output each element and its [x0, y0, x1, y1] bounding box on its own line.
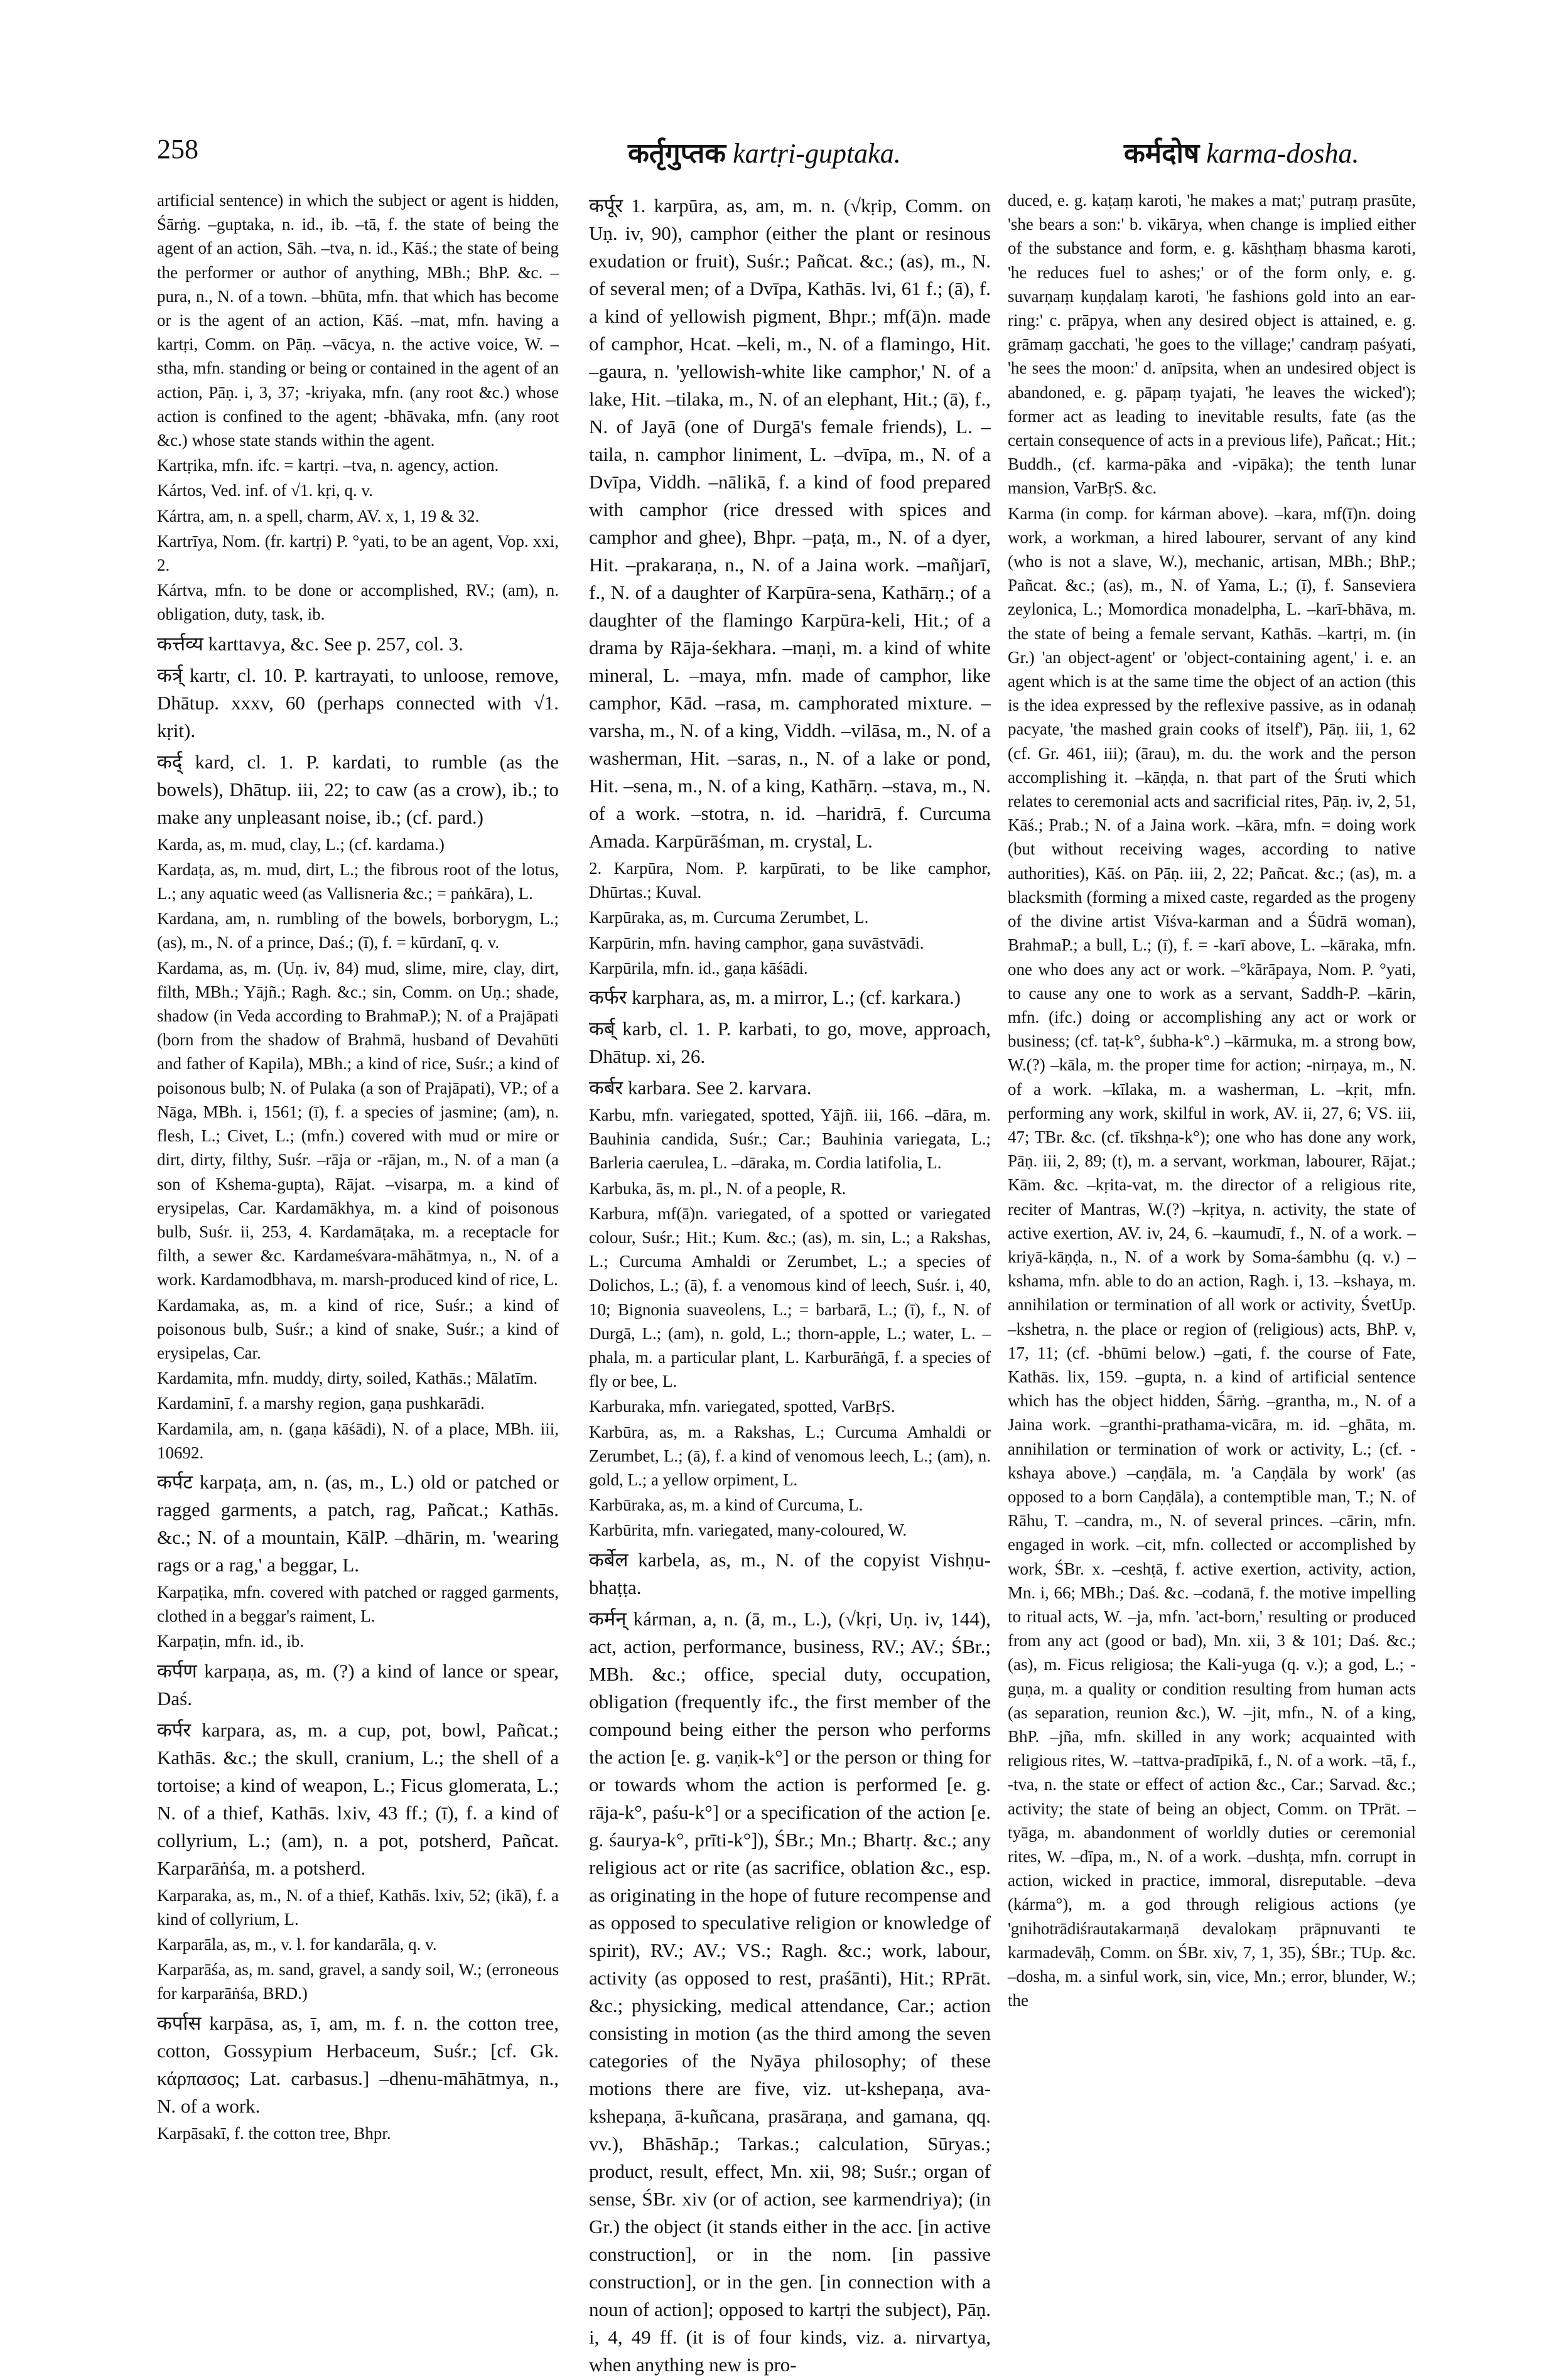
dictionary-entry: duced, e. g. kaṭaṃ karoti, 'he makes a mat;' putraṃ prasūte, 'she bears a son:' b. vikārya, when change is implied either of the substance and form, e. g. kāshṭhaṃ bhasma karoti, 'he reduces fuel to ashes;' or of the form only, e. g. suvarṇaṃ kuṇḍalaṃ karoti, 'he fashions gold into an ear-ring:' c. prāpya, when any desired object is attained, e. g. grāmaṃ gacchati, 'he goes to the village;' candraṃ paśyati, 'he sees the moon:' d. anīpsita, when an undesired object is abandoned, e. g. pāpaṃ tyajati, 'he leaves the wicked'); former act as leading to inevitable results, fate (as the certain consequence of acts in a previous life), Pañcat.; Hit.; Buddh., (cf. karma-pāka and -vipāka); the tenth lunar mansion, VarBṛS. &c. [1008, 191, 1416, 498]
header-right-devanagari: कर्मदोष [1124, 138, 1200, 169]
dictionary-entry: Kardamila, am, n. (gaṇa kāśādi), N. of a place, MBh. iii, 10692. [157, 1419, 559, 1462]
dictionary-entry: Karpaṭin, mfn. id., ib. [157, 1632, 304, 1651]
dictionary-entry: Karbu, mfn. variegated, spotted, Yājñ. iii, 166. –dāra, m. Bauhinia candida, Suśr.; Car.; Bauhinia variegata, L.; Barleria caerulea, L. –dāraka, m. Cordia latifolia, L. [589, 1106, 991, 1173]
page-header [157, 133, 1397, 171]
dictionary-entry: Kartrīya, Nom. (fr. kartṛi) P. °yati, to be an agent, Vop. xxi, 2. [157, 531, 559, 575]
header-left [628, 133, 901, 171]
header-left-roman: kartṛi-guptaka. [733, 138, 901, 169]
dictionary-entry: Kártva, mfn. to be done or accomplished, RV.; (am), n. obligation, duty, task, ib. [157, 581, 559, 624]
column-1 [157, 188, 559, 2146]
dictionary-entry: Karbuka, ās, m. pl., N. of a people, R. [589, 1178, 846, 1198]
dictionary-entry: कर्ब् karb, cl. 1. P. karbati, to go, move, approach, Dhātup. xi, 26. [589, 1018, 991, 1068]
dictionary-entry: कर्त्तव्य karttavya, &c. See p. 257, col. 3. [157, 632, 463, 655]
dictionary-entry: कर्मन् kárman, a, n. (ā, m., L.), (√kṛi, Uṇ. iv, 144), act, action, performance, business, RV.; AV.; ŚBr.; MBh. &c.; office, special duty, occupation, obligation (frequently ifc., the first member of the compound being either the person who performs the action [e. g. vaṇik-k°] or the person or thing for or towards whom the action is performed [e. g. rāja-k°, paśu-k°] or a specification of the action [e. g. śaurya-k°, prīti-k°]), ŚBr.; Mn.; Bhartṛ. &c.; any religious act or rite (as sacrifice, oblation &c., esp. as originating in the hope of future recompense and as opposed to speculative religion or knowledge of spirit), RV.; AV.; VS.; Ragh. &c.; work, labour, activity (as opposed to rest, praśānti), Hit.; RPrāt. &c.; physicking, medical attendance, Car.; action consisting in motion (as the third among the seven categories of the Nyāya philosophy; of these motions there are five, viz. ut-kshepaṇa, ava-kshepaṇa, ā-kuñcana, prasāraṇa, and gamana, qq. vv.), Bhāshāp.; Tarkas.; calculation, Sūryas.; product, result, effect, Mn. xii, 98; Suśr.; organ of sense, ŚBr. xiv (or of action, see karmendriya); (in Gr.) the object (it stands either in the acc. [in active construction], or in the nom. [in passive construction], or in the gen. [in connection with a noun of action]; opposed to kartṛi the subject), Pāṇ. i, 4, 49 ff. (it is of four kinds, viz. a. nirvartya, when anything new is pro- [589, 1607, 991, 2376]
dictionary-entry: Karda, as, m. mud, clay, L.; (cf. kardama.) [157, 834, 445, 854]
dictionary-entry: Kartṛika, mfn. ifc. = kartṛi. –tva, n. agency, action. [157, 456, 499, 475]
dictionary-entry: Karburaka, mfn. variegated, spotted, VarBṛS. [589, 1397, 895, 1416]
dictionary-entry: कर्फर karphara, as, m. a mirror, L.; (cf. karkara.) [589, 986, 961, 1009]
dictionary-entry: कर्पट karpaṭa, am, n. (as, m., L.) old or patched or ragged garments, a patch, rag, Pañcat.; Kathās. &c.; N. of a mountain, KālP. –dhārin, m. 'wearing rags or a rag,' a beggar, L. [157, 1470, 559, 1576]
dictionary-entry: Karpaṭika, mfn. covered with patched or ragged garments, clothed in a beggar's raiment, L. [157, 1582, 559, 1626]
dictionary-entry: कर्पास karpāsa, as, ī, am, m. f. n. the cotton tree, cotton, Gossypium Herbaceum, Suśr.; [cf. Gk. κάρπασος; Lat. carbasus.] –dhenu-māhātmya, n., N. of a work. [157, 2011, 559, 2117]
column-3 [1008, 188, 1416, 2013]
dictionary-entry: Karbūra, as, m. a Rakshas, L.; Curcuma Amhaldi or Zerumbet, L.; (ā), f. a kind of venomous leech, L.; (am), n. gold, L.; a yellow orpiment, L. [589, 1422, 991, 1490]
dictionary-entry: कर्बेल karbela, as, m., N. of the copyist Vishṇu-bhaṭṭa. [589, 1548, 991, 1598]
dictionary-entry: artificial sentence) in which the subject or agent is hidden, Śārṅg. –guptaka, n. id., ib. –tā, f. the state of being the agent of an action, Sāh. –tva, n. id., Kāś.; the state of being the performer or author of anything, MBh.; BhP. &c. –pura, n., N. of a town. –bhūta, mfn. that which has become or is the agent of an action, Kāś. –mat, mfn. having a kartṛi, Comm. on Pāṇ. –vācya, n. the active voice, W. –stha, mfn. standing or being or contained in the agent of an action, Pāṇ. i, 3, 37; -kriyaka, mfn. (any root &c.) whose action is confined to the agent; -bhāvaka, mfn. (any root &c.) whose state stands within the agent. [157, 191, 559, 450]
header-right [1124, 133, 1359, 171]
dictionary-entry: कर्पर karpara, as, m. a cup, pot, bowl, Pañcat.; Kathās. &c.; the skull, cranium, L.; the shell of a tortoise; a kind of weapon, L.; Ficus glomerata, L.; N. of a thief, Kathās. lxiv, 43 ff.; (ī), f. a kind of collyrium, L.; (am), n. a pot, potsherd, Pañcat. Karparāṅśa, m. a potsherd. [157, 1718, 559, 1879]
dictionary-entry: कर्पण karpaṇa, as, m. (?) a kind of lance or spear, Daś. [157, 1659, 559, 1710]
column-2 [589, 188, 991, 2380]
dictionary-entry: Kardama, as, m. (Uṇ. iv, 84) mud, slime, mire, clay, dirt, filth, MBh.; Yājñ.; Ragh. &c.; sin, Comm. on Uṇ.; shade, shadow (in Veda according to BrahmaP.); N. of a Prajāpati (born from the shadow of Brahmā, husband of Devahūti and father of Kapila), MBh.; a kind of rice, Suśr.; a kind of poisonous bulb; N. of Pulaka (a son of Prajāpati), VP.; of a Nāga, MBh. i, 1561; (ī), f. a species of jasmine; (am), n. flesh, L.; Civet, L.; (mfn.) covered with mud or mire or dirt, dirty, filthy, Suśr. –rāja or -rājan, m., N. of a man (a son of Kshema-gupta), Rājat. –visarpa, m. a kind of erysipelas, Car. Kardamākhya, m. a kind of poisonous bulb, Suśr. ii, 253, 4. Kardamāṭaka, m. a receptacle for filth, a sewer &c. Kardameśvara-māhātmya, n., N. of a work. Kardamodbhava, m. marsh-produced kind of rice, L. [157, 958, 559, 1290]
dictionary-entry: Kardaṭa, as, m. mud, dirt, L.; the fibrous root of the lotus, L.; any aquatic weed (as Vallisneria &c.; = paṅkāra), L. [157, 859, 559, 903]
dictionary-entry: Karparāla, as, m., v. l. for kandarāla, q. v. [157, 1934, 437, 1954]
dictionary-entry: Karbūrita, mfn. variegated, many-coloured, W. [589, 1521, 907, 1540]
dictionary-entry: Karbūraka, as, m. a kind of Curcuma, L. [589, 1495, 863, 1515]
page-number: 258 [157, 134, 198, 164]
dictionary-entry: कर्त्र् kartr, cl. 10. P. kartrayati, to unloose, remove, Dhātup. xxxv, 60 (perhaps connected with √1. kṛit). [157, 664, 559, 741]
dictionary-entry: Karpūraka, as, m. Curcuma Zerumbet, L. [589, 908, 869, 927]
header-left-devanagari: कर्तृगुप्तक [628, 138, 726, 169]
dictionary-entry: कर्द् kard, cl. 1. P. kardati, to rumble (as the bowels), Dhātup. iii, 22; to caw (as a crow), ib.; to make any unpleasant noise, ib.; (cf. pard.) [157, 750, 559, 828]
dictionary-entry: Karparāśa, as, m. sand, gravel, a sandy soil, W.; (erroneous for karparāṅśa, BRD.) [157, 1960, 559, 2003]
header-right-roman: karma-dosha. [1206, 138, 1359, 169]
dictionary-entry: कर्पूर 1. karpūra, as, am, m. n. (√kṛip, Comm. on Uṇ. iv, 90), camphor (either the plant or resinous exudation or fruit), Suśr.; Pañcat. &c.; (as), m., N. of several men; of a Dvīpa, Kathās. lvi, 61 f.; (ā), f. a kind of yellowish pigment, Bhpr.; mf(ā)n. made of camphor, Hcat. –keli, m., N. of a flamingo, Hit. –gaura, n. 'yellowish-white like camphor,' N. of a lake, Hit. –tilaka, m., N. of an elephant, Hit.; (ā), f., N. of Jayā (one of Durgā's female friends), L. –taila, n. camphor liniment, L. –dvīpa, m., N. of a Dvīpa, Viddh. –nālikā, f. a kind of food prepared with camphor (rice dressed with spices and camphor and ghee), Bhpr. –paṭa, m., N. of a dyer, Hit. –prakaraṇa, n., N. of a Jaina work. –mañjarī, f., N. of a daughter of Karpūra-sena, Kathārṇ.; of a daughter of the flamingo Karpūra-keli, Hit.; of a drama by Rāja-śekhara. –maṇi, m. a kind of white mineral, L. –maya, mfn. made of camphor, like camphor, Kād. –rasa, m. camphorated mixture. –varsha, m., N. of a king, Viddh. –vilāsa, m., N. of a washerman, Hit. –saras, n., N. of a lake or pond, Hit. –sena, m., N. of a king, Kathārṇ. –stava, m., N. of a work. –stotra, n. id. –haridrā, f. Curcuma Amada. Karpūrāśman, m. crystal, L. [589, 195, 991, 852]
dictionary-entry: Kardaminī, f. a marshy region, gaṇa pushkarādi. [157, 1394, 485, 1413]
dictionary-entry: Karma (in comp. for kárman above). –kara, mf(ī)n. doing work, a workman, a hired labourer, servant of any kind (who is not a slave, W.), mechanic, artisan, MBh.; BhP.; Pañcat. &c.; (as), m., N. of Yama, L.; (ī), f. Sanseviera zeylonica, L.; Momordica monadelpha, L. –karī-bhāva, m. the state of being a female servant, Kathās. –kartṛi, m. (in Gr.) 'an object-agent' or 'object-containing agent,' i. e. an agent which is at the same time the object of an action (this is the idea expressed by the reflexive passive, as in odanaḥ pacyate, 'the mashed grain cooks of itself'), Pāṇ. iii, 1, 62 (cf. Gr. 461, iii); (ārau), m. du. the work and the person accomplishing it. –kāṇḍa, n. that part of the Śruti which relates to ceremonial acts and sacrificial rites, Pāṇ. iv, 2, 51, Kāś.; Prab.; N. of a Jaina work. –kāra, mfn. = doing work (but without receiving wages, according to native authorities), Kāś. on Pāṇ. iii, 2, 22; Pañcat. &c.; (as), m. a blacksmith (forming a mixed caste, regarded as the progeny of the divine artist Viśva-karman and a Śūdrā woman), BrahmaP.; a bull, L.; (ī), f. = -karī above, L. –kāraka, mfn. one who does any act or work. –°kārāpaya, Nom. P. °yati, to cause any one to work as a servant, Saddh-P. –kārin, mfn. (ifc.) doing or accomplishing any act or work or business; (cf. taṭ-k°, śubha-k°.) –kārmuka, m. a strong bow, W.(?) –kāla, m. the proper time for action; -nirṇaya, m., N. of a work. –kīlaka, m. a washerman, L. –kṛit, mfn. performing any work, skilful in work, AV. ii, 27, 6; VS. iii, 47; TBr. &c. (cf. tīkshṇa-k°); one who has done any work, Pāṇ. iii, 2, 89; (t), m. a servant, workman, labourer, Rājat.; Kām. &c. –kṛita-vat, m. the director of a religious rite, reciter of Mantras, W.(?) –kṛitya, n. activity, the state of active exertion, AV. iv, 24, 6. –kaumudī, f., N. of a work. –kriyā-kāṇḍa, n., N. of a work by Soma-śambhu (q. v.) –kshama, mfn. able to do an action, Ragh. i, 13. –kshaya, m. annihilation or termination of all work or activity, ŚvetUp. –kshetra, n. the place or region of (religious) acts, BhP. v, 17, 11; (cf. -bhūmi below.) –gati, f. the course of Fate, Kathās. lix, 159. –gupta, n. a kind of artificial sentence which has the object hidden, Śārṅg. –grantha, m., N. of a Jaina work. –granthi-prathama-vicāra, m. id. –ghāta, m. annihilation or termination of work or activity, L.; (cf. -kshaya above.) –caṇḍāla, m. 'a Caṇḍāla by work' (as opposed to a born Caṇḍāla), a contemptible man, T.; N. of Rāhu, T. –candra, m., N. of several princes. –cārin, mfn. engaged in work. –cit, mfn. collected or accomplished by work, ŚBr. x. –ceshṭā, f. active exertion, activity, action, Mn. i, 66; MBh.; Daś. &c. –codanā, f. the motive impelling to ritual acts, W. –ja, mfn. 'act-born,' resulting or produced from any act (good or bad), Mn. xii, 3 & 101; Daś. &c.; (as), m. Ficus religiosa; the Kali-yuga (q. v.); a god, L.; -guṇa, m. a quality or condition resulting from human acts (as separation, reunion &c.), W. –jit, mfn., N. of a king, BhP. –jña, mfn. skilled in any work; acquainted with religious rites, W. –tattva-pradīpikā, f., N. of a work. –tā, f., -tva, n. the state or effect of action &c., Car.; Sarvad. &c.; activity; the state of being an object, Comm. on TPrāt. –tyāga, m. abandonment of worldly duties or ceremonial rites, W. –dīpa, m., N. of a work. –dushṭa, mfn. corrupt in action, wicked in practice, immoral, disreputable. –deva (kárma°), m. a god through religious actions (ye 'gnihotrādiśrautakarmaṇā devalokaṃ prāpnuvanti te karmadevāḥ, Comm. on ŚBr. xiv, 7, 1, 35), ŚBr.; TUp. &c. –dosha, m. a sinful work, sin, vice, Mn.; error, blunder, W.; the [1008, 503, 1416, 2010]
dictionary-entry: 2. Karpūra, Nom. P. karpūrati, to be like camphor, Dhūrtas.; Kuval. [589, 859, 991, 902]
dictionary-entry: Kardamita, mfn. muddy, dirty, soiled, Kathās.; Mālatīm. [157, 1369, 538, 1388]
dictionary-entry: Karpāsakī, f. the cotton tree, Bhpr. [157, 2123, 391, 2143]
dictionary-entry: कर्बर karbara. See 2. karvara. [589, 1077, 812, 1099]
dictionary-entry: Karpūrin, mfn. having camphor, gaṇa suvāstvādi. [589, 933, 924, 952]
dictionary-entry: Karbura, mf(ā)n. variegated, of a spotted or variegated colour, Suśr.; Hit.; Kum. &c.; (as), m. sin, L.; a Rakshas, L.; Curcuma Amhaldi or Zerumbet, L.; a species of Dolichos, L.; (ā), f. a venomous kind of leech, Suśr. i, 40, 10; Bignonia suaveolens, L.; = barbarā, L.; (ī), f., N. of Durgā, L.; (am), n. gold, L.; thorn-apple, L.; water, L. –phala, m. a particular plant, L. Karburāṅgā, f. a species of fly or bee, L. [589, 1203, 991, 1391]
dictionary-entry: Karpūrila, mfn. id., gaṇa kāśādi. [589, 958, 808, 977]
dictionary-entry: Kardana, am, n. rumbling of the bowels, borborygm, L.; (as), m., N. of a prince, Daś.; (ī), f. = kūrdanī, q. v. [157, 909, 559, 952]
dictionary-entry: Kardamaka, as, m. a kind of rice, Suśr.; a kind of poisonous bulb, Suśr.; a kind of snake, Suśr.; a kind of erysipelas, Car. [157, 1295, 559, 1362]
dictionary-entry: Karparaka, as, m., N. of a thief, Kathās. lxiv, 52; (ikā), f. a kind of collyrium, L. [157, 1885, 559, 1929]
dictionary-entry: Kártra, am, n. a spell, charm, AV. x, 1, 19 & 32. [157, 506, 480, 525]
dictionary-entry: Kártos, Ved. inf. of √1. kṛi, q. v. [157, 481, 374, 500]
